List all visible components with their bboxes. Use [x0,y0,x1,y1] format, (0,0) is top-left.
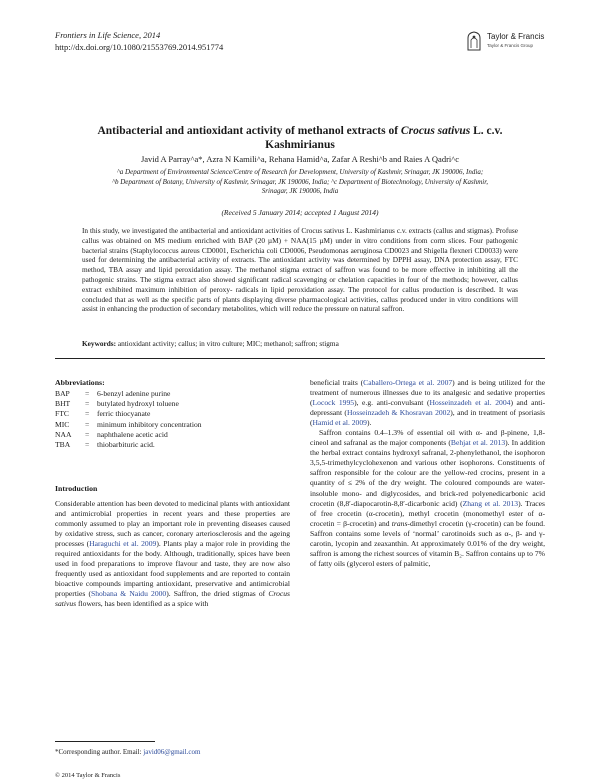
ref-hosseinzadeh-2004-link[interactable]: Hosseinzadeh et al. 2004 [429,398,511,408]
article-title: Antibacterial and antioxidant activity of methanol extracts of Crocus sativus L. c.v. Kashmirianus [97,125,503,151]
affiliations [60,168,540,197]
abbreviations-table [55,389,202,450]
footnote-divider [55,741,155,742]
ref-hamid-link[interactable]: Hamid et al. 2009 [312,418,367,428]
copyright-notice: © 2014 Taylor & Francis [55,772,121,779]
ref-locock-link[interactable]: Locock 1995 [312,398,355,408]
affiliation-2: ^b Department of Botany, University of Kashmir, Srinagar, JK 190006, India; ^c Department of Biotechnology, University of Kashmir, [112,177,488,186]
ref-hosseinzadeh-2002-link[interactable]: Hosseinzadeh & Khosravan 2002 [346,408,451,418]
publisher-logo-icon [465,30,483,52]
doi-link[interactable]: http://dx.doi.org/10.1080/21553769.2014.951774 [55,42,224,52]
right-column-body: beneficial traits (Caballero-Ortega et al. 2007) and is being utilized for the treatment of numerous illnesses due to its analgesic and sedative properties (Locock 1995), e.g. anti-convulsant (Hosseinzadeh et al. 2004) and anti-depressant (Hosseinzadeh & Khosravan 2002), and in treatment of psoriasis (Hamid et al. 2009). Saffron contains 0.4–1.3% of essential oil with α- and β-pinene, 1,8-cineol and safranal as the major components (Behjat et al. 2013). In addition the herbal extract contains hydroxyl safranal, 2-phenylethanol, the isophoron 3,5,5-trimethylcyclohexenon and various other isophorons. Constituents of saffron responsible for the colour are the yellow-red crocins, present in a quantity of ≤ 2% of the dry weight. The coloured compounds are water-insoluble mono- and diglycosides, and brick-red polyenedicarbonic acid crocetin (8,8′-diapocarotin-8,8′-dicarbonic acid) (Zhang et al. 2013). Traces of free crocetin (α-crocetin), methyl crocetin (monomethyl ester of α-crocetin = β-crocetin) and trans-dimethyl crocetin (γ-crocetin) can be found. Saffron contains some levels of ‘normal’ carotinoids such as α-, β- and γ-carotin, lycopin and zeaxanthin. At approximately 0.01% of the dry weight, saffron is among the richest sources of vitamin B₂. Saffron contains up to 7% of fatty oils (glycerol esters of palmitic, [310,378,546,568]
keywords-label: Keywords: [82,339,117,348]
abbreviations-title: Abbreviations: [55,378,105,387]
ref-behjat-link[interactable]: Behjat et al. 2013 [450,438,506,448]
abbreviation-row: NAA = naphthalene acetic acid [55,429,168,439]
section-divider [55,358,545,359]
abbreviation-row: BHT = butylated hydroxyl toluene [55,399,179,409]
ref-zhang-link[interactable]: Zhang et al. 2013 [462,498,519,508]
affiliation-1: ^a Department of Environmental Science/Centre of Research for Development, University of Kashmir, Srinagar, JK 190006, India; [116,168,484,176]
ref-haraguchi-link[interactable]: Haraguchi et al. 2009 [89,539,157,549]
abstract: In this study, we investigated the antibacterial and antioxidant activities of Crocus sativus L. Kashmirianus c.v. extracts (callus and stigmas). Profuse callus was obtained on MS medium enriched with BAP (20 µM) + NAA(15 µM) under in vitro conditions from corm slices. Four pathogenic bacterial strains (Staphylococcus aureus CD0001, Escherichia coli CD0006, Pseudomonas aeruginosa CD0023 and Shigella flexneri CD0033) were used for determining the antibacterial activity of extracts. The antioxidant activity was determined by DPPH assay, DNA protection assay, FTC method, TBA assay and lipid peroxidation assay. The methanol stigma extract of saffron was found to be more effective in inhibiting all the pathogenic strains. The stigma extract also showed significant radical scavenging or chelation capacities in four of the methods; however, callus extract exhibited maximum inhibition of peroxy- radicals in lipid peroxidation assay. The protocol for callus production is described. It was concluded that as well as the specific parts of plants displaying diverse pharmacological activities, callus produced under in vitro conditions will assist in enhancing the production of secondary metabolites, which will reduce the pressure on natural saffron. [82,226,518,314]
publisher-name: Taylor & Francis [487,32,545,41]
received-dates: (Received 5 January 2014; accepted 1 August 2014) [221,208,379,217]
abbreviation-row: BAP = 6-benzyl adenine purine [55,389,171,398]
ref-caballero-link[interactable]: Caballero-Ortega et al. 2007 [363,378,453,387]
keywords [82,339,518,349]
corresponding-author-footnote: *Corresponding author. Email: javid06@gmail.com [55,748,201,756]
author-list: Javid A Parray^a*, Azra N Kamili^a, Rehana Hamid^a, Zafar A Reshi^b and Raies A Qadri^c [140,154,460,164]
ref-shobana-link[interactable]: Shobana & Naidu 2000 [91,589,167,599]
publisher-group: Taylor & Francis Group [487,43,534,48]
abbreviation-row: TBA = thiobarbituric acid. [55,439,155,449]
introduction-heading: Introduction [55,484,98,493]
abbreviation-row: MIC = minimum inhibitory concentration [55,419,202,429]
introduction-body: Considerable attention has been devoted to medicinal plants with antioxidant and antimicrobial properties in recent years and these properties are commonly assumed to play an important role in preventing diseases caused by oxidative stress, such as cancer, coronary arteriosclerosis and the ageing processes (Haraguchi et al. 2009). Plants play a major role in providing the required antioxidants for the body. Although, traditionally, spices have been used in food preparations to improve flavour and taste, they are now also frequently used as antioxidant food supplements and are reported to contain bioactive compounds imparting antioxidant, preservative and antimicrobial properties (Shobana & Naidu 2000). Saffron, the dried stigmas of Crocus sativus flowers, has been identified as a spice with [55,499,291,609]
abbreviation-row: FTC = ferric thiocyanate [55,409,151,419]
keywords-text: antioxidant activity; callus; in vitro culture; MIC; methanol; saffron; stigma [117,339,339,348]
author-email-link[interactable]: javid06@gmail.com [143,748,201,756]
journal-name: Frontiers in Life Science, 2014 [55,30,161,40]
publisher-logo [465,30,555,54]
affiliation-3: Srinagar, JK 190006, India [261,187,339,195]
